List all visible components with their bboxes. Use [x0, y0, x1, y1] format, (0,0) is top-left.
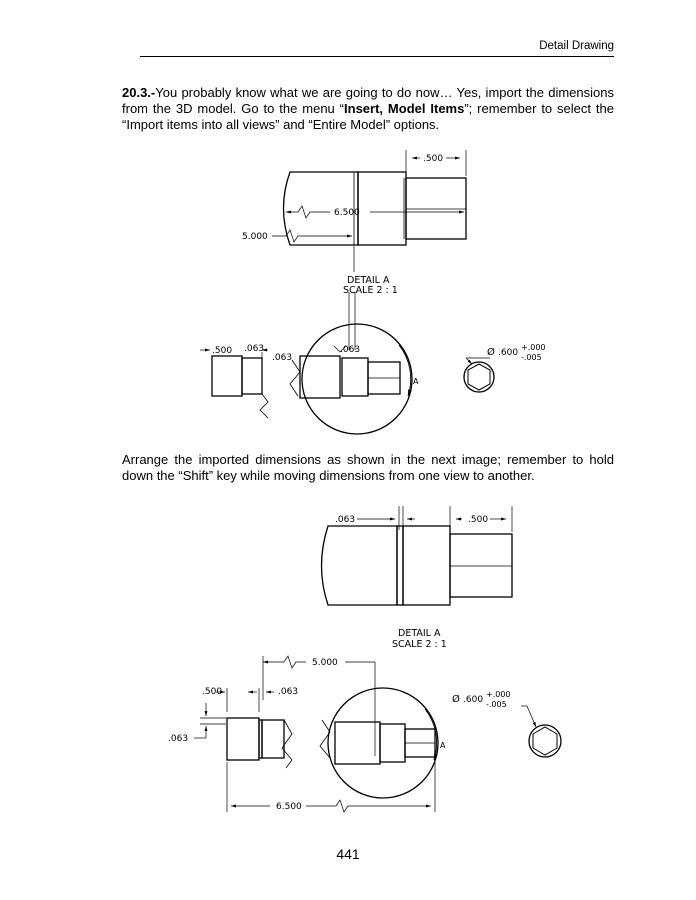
- fig2-view-letter: A: [440, 741, 446, 750]
- fig2-dim-6500: 6.500: [276, 802, 302, 812]
- dim-top-500: .500: [423, 154, 444, 164]
- fig2-dim-left: .063: [335, 515, 356, 525]
- detail2-section-small: [450, 534, 512, 597]
- detail-label-scale: SCALE 2 : 1: [343, 285, 398, 296]
- figure-2-labels: [168, 515, 511, 812]
- fig2-dim-b: .063: [278, 687, 299, 697]
- page-number: 441: [336, 846, 360, 862]
- main2-part-left: [227, 718, 259, 760]
- fig2-dim-right: .500: [468, 515, 489, 525]
- detail2-section-mid: [403, 526, 450, 605]
- detail2-section-large: [322, 526, 398, 605]
- menu-path: Insert, Model Items: [344, 101, 465, 116]
- figure-2: [194, 506, 561, 812]
- dim-6500: 6.500: [334, 208, 360, 218]
- section-title: Detail Drawing: [539, 40, 614, 52]
- fig2-dim-a: .500: [202, 687, 223, 697]
- step-text-2: ”; remember to select the “Import items into all views” and “Entire Model” options.: [122, 101, 614, 132]
- dia-symbol: Ø: [487, 347, 495, 358]
- fig2-dia-value: .600: [463, 695, 484, 705]
- detail-label-title: DETAIL A: [347, 275, 390, 286]
- dia-value: .600: [498, 348, 519, 358]
- dim-c: .063: [272, 353, 293, 363]
- main-part-left: [212, 356, 242, 396]
- end-view2-circle: [529, 725, 561, 757]
- step-dash: -: [150, 85, 156, 100]
- figure-1-labels: [212, 154, 546, 386]
- fig2-dim-5000: 5.000: [312, 658, 338, 668]
- dia-tol-plus: +.000: [521, 343, 546, 352]
- dim-a: .500: [212, 346, 233, 356]
- step-number: 20.3.: [122, 85, 151, 100]
- dia-tol-minus: -.005: [521, 353, 542, 362]
- dim-d: .063: [340, 345, 361, 355]
- fig2-dia-symbol: Ø: [452, 694, 460, 705]
- fig2-detail-title: DETAIL A: [398, 628, 441, 639]
- detail-section-small: [406, 178, 466, 239]
- fig2-dim-side: .063: [168, 734, 189, 744]
- detail-section-mid: [358, 172, 406, 245]
- fig2-dia-tol-plus: +.000: [486, 690, 511, 699]
- dim-b: .063: [244, 344, 265, 354]
- arrange-paragraph: Arrange the imported dimensions as shown in the next image; remember to hold down the “Shift” key while moving dimensions from one view to another.: [122, 452, 614, 483]
- fig2-dia-tol-minus: -.005: [486, 700, 507, 709]
- dim-5000: 5.000: [242, 232, 268, 242]
- view-letter: A: [413, 377, 419, 386]
- step-text-1: You probably know what we are going to do now… Yes, import the dimensions from the 3D model. Go to the menu “: [122, 85, 614, 116]
- detail-circle: [302, 324, 412, 434]
- fig2-detail-scale: SCALE 2 : 1: [392, 639, 447, 650]
